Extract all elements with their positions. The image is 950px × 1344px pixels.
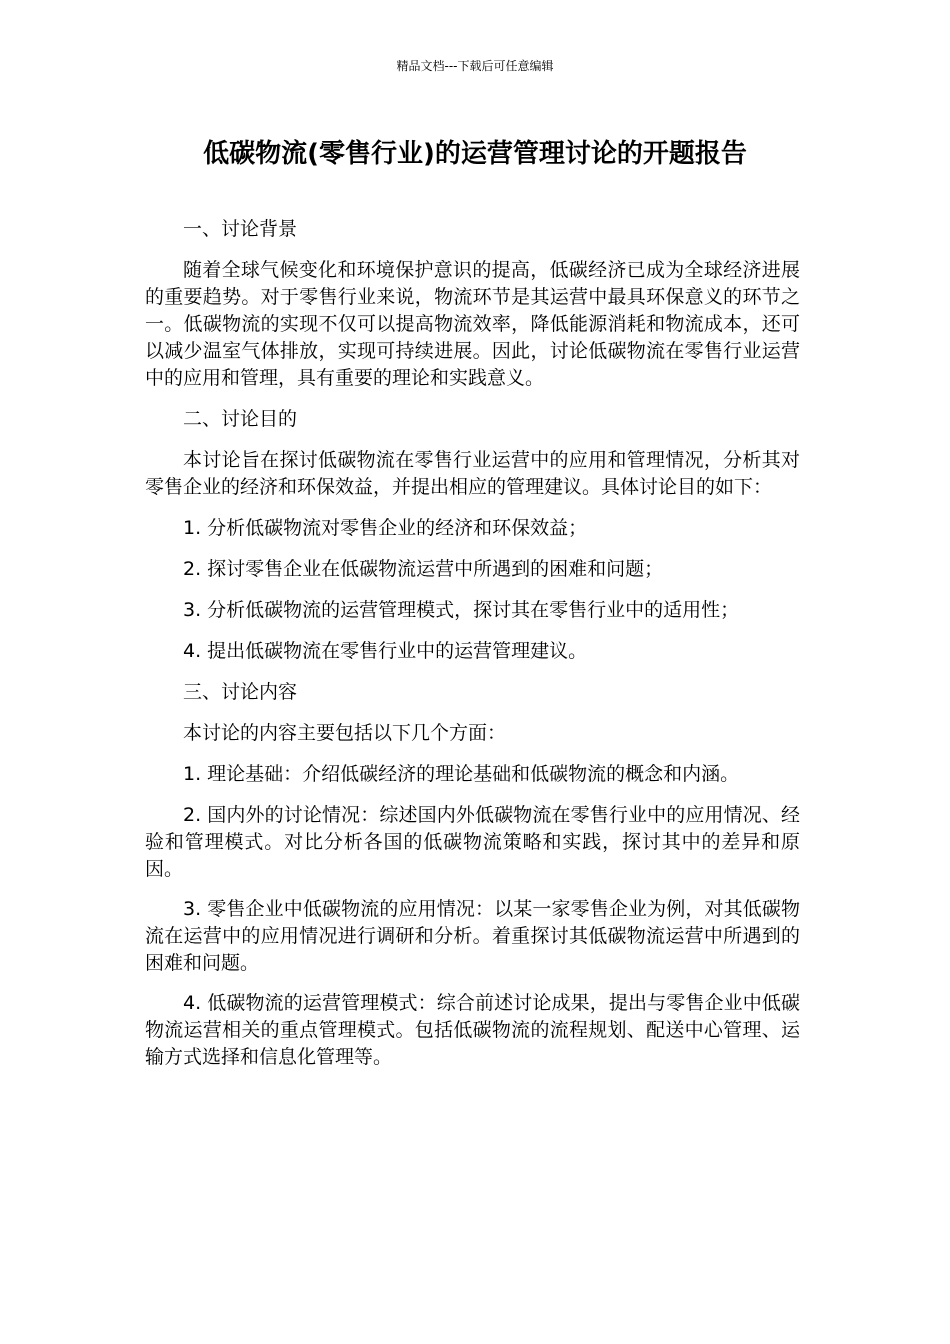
content-intro: 本讨论的内容主要包括以下几个方面： [183,722,507,744]
purpose-paragraph: 本讨论旨在探讨低碳物流在零售行业运营中的应用和管理情况，分析其对零售企业的经济和环保效益，并提出相应的管理建议。具体讨论目的如下： [145,449,800,498]
purpose-list-item: 4. 提出低碳物流在零售行业中的运营管理建议。 [183,640,588,662]
purpose-list-item: 3. 分析低碳物流的运营管理模式，探讨其在零售行业中的适用性； [183,599,740,621]
content-list-item: 3. 零售企业中低碳物流的应用情况：以某一家零售企业为例，对其低碳物流在运营中的应用情况进行调研和分析。着重探讨其低碳物流运营中所遇到的困难和问题。 [145,898,800,974]
document-body [145,216,800,1071]
header-note: 精品文档---下载后可任意编辑 [396,59,554,73]
section-heading-purpose: 二、讨论目的 [183,408,298,430]
section-heading-content: 三、讨论内容 [183,681,298,703]
content-list-item: 2. 国内外的讨论情况：综述国内外低碳物流在零售行业中的应用情况、经验和管理模式。对比分析各国的低碳物流策略和实践，探讨其中的差异和原因。 [145,804,800,880]
content-list-item: 4. 低碳物流的运营管理模式：综合前述讨论成果，提出与零售企业中低碳物流运营相关的重点管理模式。包括低碳物流的流程规划、配送中心管理、运输方式选择和信息化管理等。 [145,992,800,1068]
content-list-item: 1. 理论基础：介绍低碳经济的理论基础和低碳物流的概念和内涵。 [183,763,740,785]
purpose-list-item: 1. 分析低碳物流对零售企业的经济和环保效益； [183,517,588,539]
section-heading-background: 一、讨论背景 [183,218,298,240]
purpose-list-item: 2. 探讨零售企业在低碳物流运营中所遇到的困难和问题； [183,558,664,580]
background-paragraph: 随着全球气候变化和环境保护意识的提高，低碳经济已成为全球经济进展的重要趋势。对于零售行业来说，物流环节是其运营中最具环保意义的环节之一。低碳物流的实现不仅可以提高物流效率，降低能源消耗和物流成本，还可以减少温室气体排放，实现可持续进展。因此，讨论低碳物流在零售行业运营中的应用和管理，具有重要的理论和实践意义。 [145,259,800,389]
document-title: 低碳物流(零售行业)的运营管理讨论的开题报告 [203,139,747,169]
